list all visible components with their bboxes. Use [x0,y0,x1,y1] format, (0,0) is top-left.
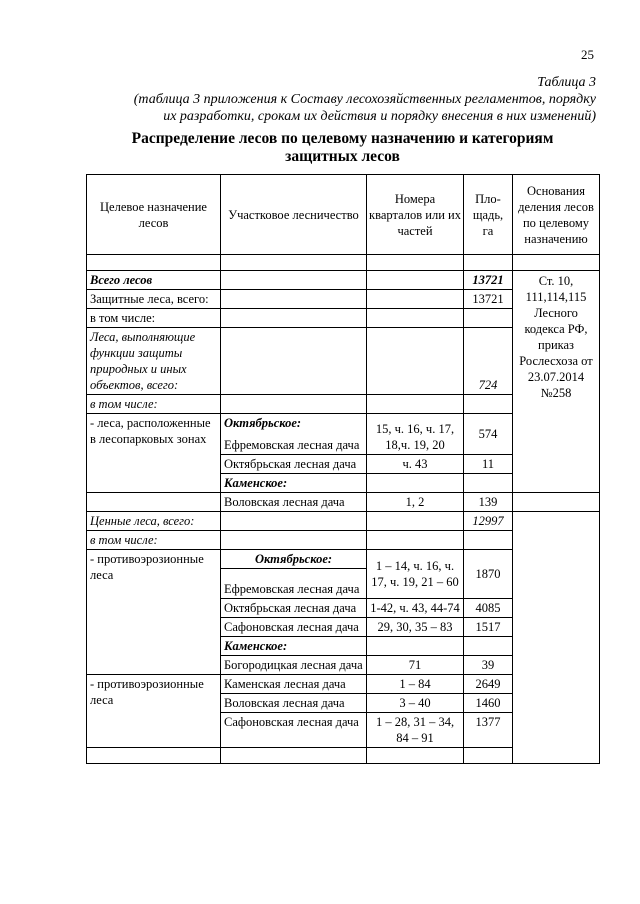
dacha-name: Октябрьская лесная дача [221,599,367,618]
anti-erosion-label: - противоэрозионные леса [87,675,221,748]
quarters-cell: 1 – 84 [367,675,464,694]
dacha-name: Сафоновская лесная дача [221,713,367,748]
header-area: Пло-щадь, га [464,175,513,255]
quarters-cell: 15, ч. 16, ч. 17, 18,ч. 19, 20 [367,414,464,455]
area-cell: 574 [464,414,513,455]
district-cell [221,414,367,455]
district-oktyabrskoe: Октябрьское: [224,416,302,430]
total-label: Всего лесов [87,271,221,290]
quarters-cell: ч. 43 [367,455,464,474]
title-line-2: защитных лесов [285,148,400,165]
table-row [87,493,600,512]
dacha-name: Ефремовская лесная дача [224,438,360,452]
quarters-cell: 1, 2 [367,493,464,512]
valuable-forests-area: 12997 [464,512,513,531]
total-area: 13721 [464,271,513,290]
table-label: Таблица 3 [537,75,596,90]
forest-distribution-table [86,174,600,764]
area-cell: 39 [464,656,513,675]
table-caption [90,74,596,125]
district-oktyabrskoe: Октябрьское: [254,552,333,566]
protective-label: Защитные леса, всего: [87,290,221,309]
dacha-name: Каменская лесная дача [221,675,367,694]
area-cell: 1870 [464,550,513,599]
header-quarters: Номера кварталов или их частей [367,175,464,255]
header-row [87,175,600,255]
title-line-1: Распределение лесов по целевому назначению и категориям [131,130,554,147]
anti-erosion-label: - противоэрозионные леса [87,550,221,675]
basis-cell: Ст. 10, 111,114,115 Лесного кодекса РФ, приказ Рослесхоза от 23.07.2014 №258 [513,271,600,493]
document-title [80,130,605,166]
header-purpose: Целевое назначение лесов [87,175,221,255]
area-cell: 1460 [464,694,513,713]
dacha-name: Октябрьская лесная дача [221,455,367,474]
subtitle-line-2: их разработки, срокам их действия и порядку внесения в них изменений) [163,109,596,124]
district-kamenskoe: Каменское: [221,474,367,493]
area-cell: 1517 [464,618,513,637]
including-label: в том числе: [87,531,221,550]
quarters-cell: 1 – 14, ч. 16, ч. 17, ч. 19, 21 – 60 [367,550,464,599]
dacha-name: Воловская лесная дача [221,493,367,512]
area-cell: 139 [464,493,513,512]
quarters-cell: 3 – 40 [367,694,464,713]
park-forests-label: - леса, расположенные в лесопарковых зонах [87,414,221,493]
quarters-cell: 1 – 28, 31 – 34, 84 – 91 [367,713,464,748]
quarters-cell: 29, 30, 35 – 83 [367,618,464,637]
protective-area: 13721 [464,290,513,309]
table-row [87,512,600,531]
function-forests-area: 724 [464,328,513,395]
dacha-name: Воловская лесная дача [221,694,367,713]
including-label: в том числе: [87,395,221,414]
subtitle-line-1: (таблица 3 приложения к Составу лесохозяйственных регламентов, порядку [133,92,596,107]
district-kamenskoe: Каменское: [221,637,367,656]
header-district: Участковое лесничество [221,175,367,255]
spacer-row [87,255,600,271]
area-cell: 4085 [464,599,513,618]
including-label: в том числе: [87,309,221,328]
dacha-name: Богородицкая лесная дача [221,656,367,675]
quarters-cell: 1-42, ч. 43, 44-74 [367,599,464,618]
area-cell: 1377 [464,713,513,748]
function-forests-label: Леса, выполняющие функции защиты природных и иных объектов, всего: [87,328,221,395]
dacha-name: Ефремовская лесная дача [221,569,367,599]
table-row [87,271,600,290]
header-basis: Основания деления лесов по целевому назначению [513,175,600,255]
quarters-cell: 71 [367,656,464,675]
page-number: 25 [581,47,594,62]
valuable-forests-label: Ценные леса, всего: [87,512,221,531]
dacha-name: Сафоновская лесная дача [221,618,367,637]
district-cell [221,550,367,569]
area-cell: 2649 [464,675,513,694]
area-cell: 11 [464,455,513,474]
